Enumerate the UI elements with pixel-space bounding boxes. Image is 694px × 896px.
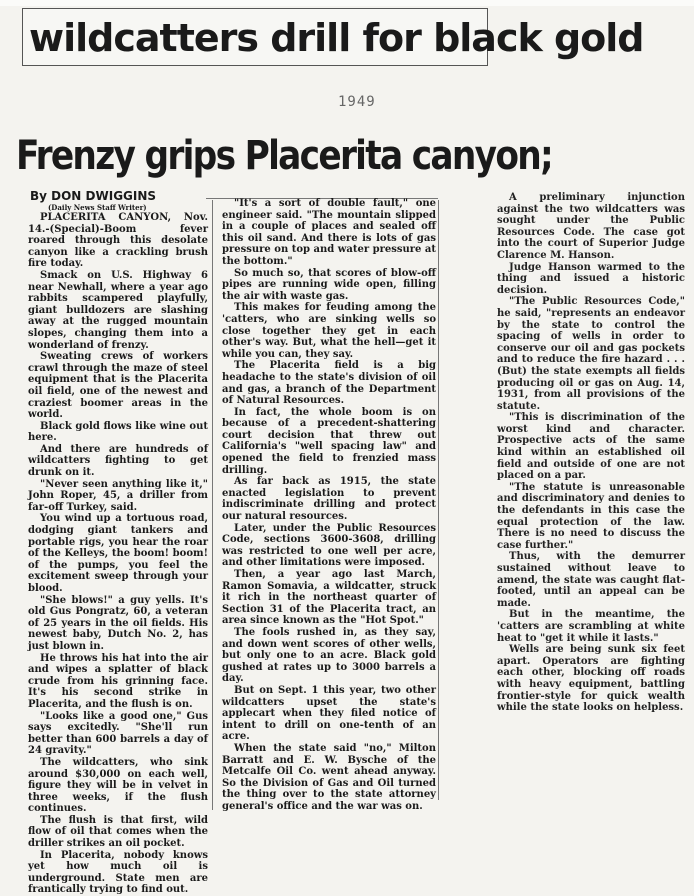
column-divider-1 xyxy=(212,200,213,810)
article-column-3 xyxy=(497,192,685,714)
paragraph: The Placerita field is a big headache to the state's division of oil and gas, a branch of the Department of Natural Resources. xyxy=(222,360,436,407)
paragraph: Judge Hanson warmed to the thing and issued a historic decision. xyxy=(497,261,685,296)
paragraph: But on Sept. 1 this year, two other wildcatters upset the state's applecart when they filed notice of intent to drill on one-tenth of an acre. xyxy=(222,684,436,743)
paragraph: Thus, with the demurrer sustained without leave to amend, the state was caught flat-footed, until an appeal can be made. xyxy=(497,551,685,609)
paragraph: "Looks like a good one," Gus says excitedly. "She'll run better than 600 barrels a day of 24 gravity." xyxy=(28,710,208,757)
byline-subtitle: (Daily News Staff Writer) xyxy=(48,203,147,212)
paragraph: So much so, that scores of blow-off pipes are running wide open, filling the air with waste gas. xyxy=(222,267,436,302)
paragraph: Black gold flows like wine out here. xyxy=(28,420,208,444)
paragraph: "She blows!" a guy yells. It's old Gus Pongratz, 60, a veteran of 25 years in the oil fields. His newest baby, Dutch No. 2, has just blown in. xyxy=(28,594,208,652)
paragraph: And there are hundreds of wildcatters fighting to get drunk on it. xyxy=(28,443,208,479)
paragraph: But in the meantime, the 'catters are scrambling at white heat to "get it while it lasts." xyxy=(497,609,685,644)
paragraph: In fact, the whole boom is on because of a precedent-shattering court decision that threw out California's "well spacing law" and opened the field to frenzied mass drilling. xyxy=(222,406,436,476)
paragraph: You wind up a tortuous road, dodging giant tankers and portable rigs, you hear the roar of the Kelleys, the boom! boom! of the pumps, you feel the excitement sweep through your blood. xyxy=(28,513,208,594)
paragraph: He throws his hat into the air and wipes a splatter of black crude from his grinning face. It's his second strike in Placerita, and the flush is on. xyxy=(28,652,208,710)
main-headline: Frenzy grips Placerita canyon; xyxy=(16,133,553,179)
column-divider-2 xyxy=(438,200,439,800)
paragraph: In Placerita, nobody knows yet how much oil is underground. State men are frantically trying to find out. xyxy=(28,849,208,896)
handwritten-year: 1949 xyxy=(338,94,376,110)
byline: By DON DWIGGINS xyxy=(30,189,157,203)
article-column-1 xyxy=(28,212,208,896)
paper-edge-top xyxy=(0,0,694,6)
paragraph: Sweating crews of workers crawl through the maze of steel equipment that is the Placerita oil field, one of the newest and craziest boomer areas in the world. xyxy=(28,351,208,421)
paragraph: "The statute is unreasonable and discriminatory and denies to the defendants in this case the equal protection of the law. There is no need to discuss the case further." xyxy=(497,481,685,551)
paragraph: The fools rushed in, as they say, and down went scores of other wells, but only one to an acre. Black gold gushed at rates up to 3000 barrels a day. xyxy=(222,626,436,685)
top-headline: wildcatters drill for black gold xyxy=(22,8,488,66)
paragraph: Wells are being sunk six feet apart. Operators are fighting each other, blocking off roads with heavy equipment, battling frontier-style for quick wealth while the state looks on helpless. xyxy=(497,644,685,714)
paragraph: The wildcatters, who sink around $30,000 on each well, figure they will be in velvet in three weeks, if the flush continues. xyxy=(28,756,208,815)
paragraph: Then, a year ago last March, Ramon Somavia, a wildcatter, struck it rich in the northeast quarter of Section 31 of the Placerita tract, an area since known as the "Hot Spot." xyxy=(222,569,436,627)
paragraph: Smack on U.S. Highway 6 near Newhall, where a year ago rabbits scampered playfully, giant bulldozers are slashing away at the rugged mountain slopes, changing them into a wonderland of frenzy. xyxy=(28,269,208,351)
paragraph: "The Public Resources Code," he said, "represents an endeavor by the state to control the spacing of wells in order to conserve our oil and gas pockets and to reduce the fire hazard . . . (But) the state exempts all fields producing oil or gas on Aug. 14, 1931, from all provisions of the statute. xyxy=(497,296,685,412)
paragraph: "Never seen anything like it," John Roper, 45, a driller from far-off Turkey, said. xyxy=(28,478,208,513)
paragraph: A preliminary injunction against the two wildcatters was sought under the Public Resources Code. The case got into the court of Superior Judge Clarence M. Hanson. xyxy=(497,192,685,261)
article-column-2 xyxy=(222,198,436,812)
paragraph: "It's a sort of double fault," one engineer said. "The mountain slipped in a couple of places and sealed off this oil sand. And there is lots of gas pressure on top and water pressure at the bottom." xyxy=(222,198,436,267)
paragraph: When the state said "no," Milton Barratt and E. W. Bysche of the Metcalfe Oil Co. went ahead anyway. So the Division of Gas and Oil turned the thing over to the state attorney general's office and the war was on. xyxy=(222,742,436,812)
paragraph: As far back as 1915, the state enacted legislation to prevent indiscriminate drilling and protect our natural resources. xyxy=(222,476,436,523)
paragraph: PLACERITA CANYON, Nov. 14.-(Special)-Boom fever roared through this desolate canyon like a crackling brush fire today. xyxy=(28,212,208,270)
paragraph: This makes for feuding among the 'catters, who are sinking wells so close together they get in each other's way. But, what the hell—get it while you can, they say. xyxy=(222,302,436,360)
paragraph: Later, under the Public Resources Code, sections 3600-3608, drilling was restricted to one well per acre, and other limitations were imposed. xyxy=(222,522,436,569)
paragraph: "This is discrimination of the worst kind and character. Prospective acts of the same kind within an established oil field and outside of one are not placed on a par. xyxy=(497,412,685,482)
paragraph: The flush is that first, wild flow of oil that comes when the driller strikes an oil pocket. xyxy=(28,814,208,850)
